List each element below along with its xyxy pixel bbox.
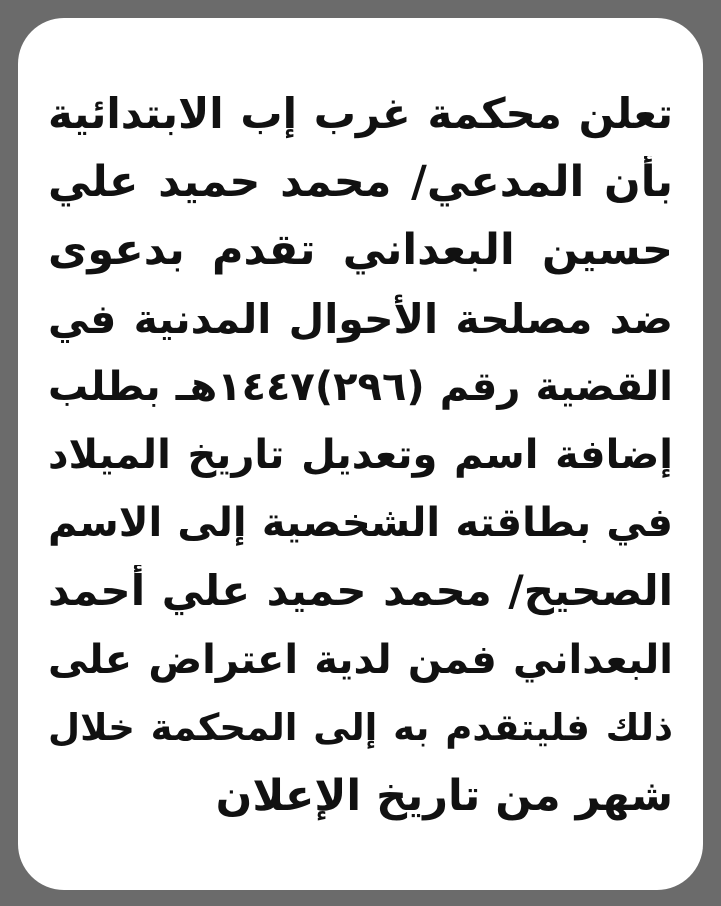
announcement-line: الصحيح/ محمد حميد علي أحمد [48, 566, 673, 616]
announcement-line: ذلك فليتقدم به إلى المحكمة خلال [48, 705, 673, 749]
announcement-line: ضد مصلحة الأحوال المدنية في [48, 294, 673, 343]
announcement-line: تعلن محكمة غرب إب الابتدائية [48, 89, 673, 138]
announcement-line: شهر من تاريخ الإعلان [215, 770, 673, 821]
announcement-line: بأن المدعي/ محمد حميد علي [48, 157, 673, 208]
announcement-line: حسين البعداني تقدم بدعوى [48, 225, 673, 276]
announcement-line: في بطاقته الشخصية إلى الاسم [48, 500, 673, 547]
announcement-card [18, 18, 703, 890]
announcement-line: القضية رقم (٢٩٦)١٤٤٧هـ بطلب [48, 363, 673, 410]
announcement-line: إضافة اسم وتعديل تاريخ الميلاد [48, 431, 673, 478]
announcement-line: البعداني فمن لدية اعتراض على [48, 636, 673, 683]
